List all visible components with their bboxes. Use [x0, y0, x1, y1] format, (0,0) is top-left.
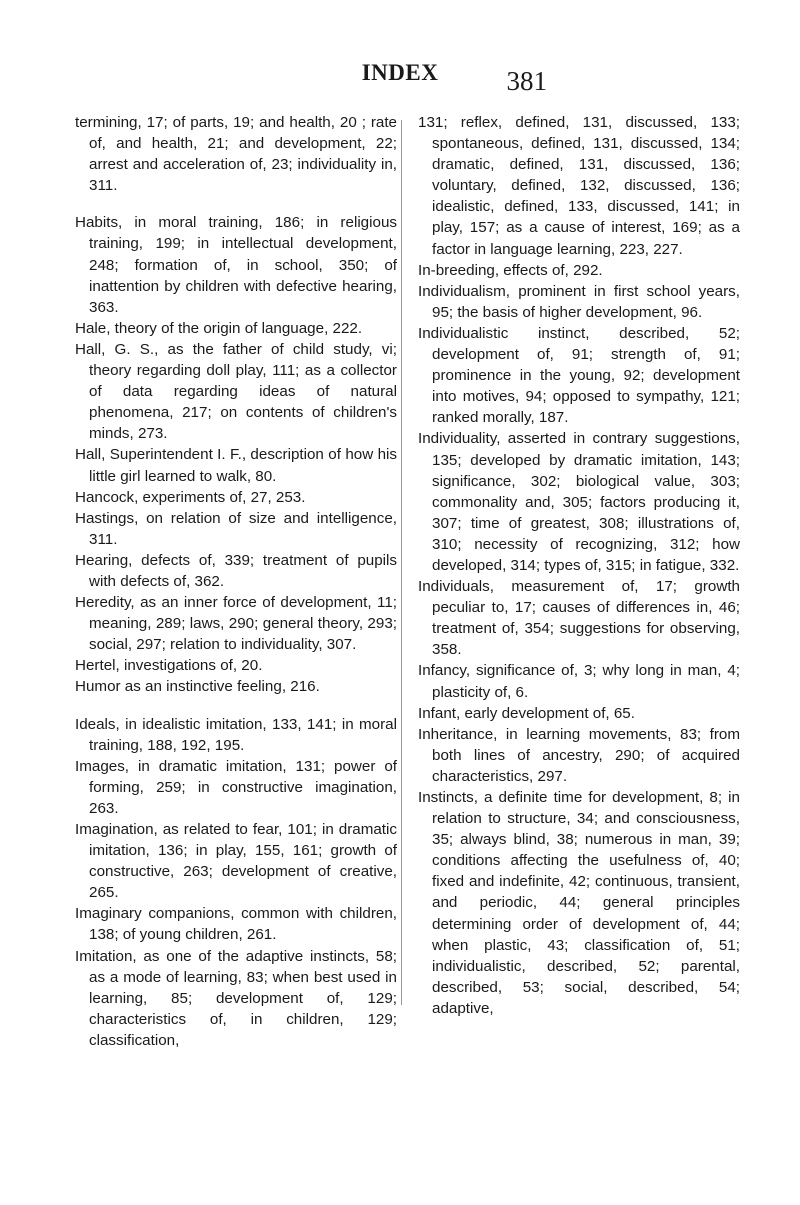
index-entry: Habits, in moral training, 186; in religious training, 199; in intellectual development, 248; formation of, in school, 350; of inattention by children with defective hearing, 363.	[75, 214, 397, 316]
index-entry: Infant, early development of, 65.	[418, 704, 635, 722]
index-entry: Infancy, significance of, 3; why long in man, 4; plasticity of, 6.	[418, 662, 740, 701]
page-number: 381	[506, 66, 547, 96]
index-column-right	[418, 112, 740, 1019]
index-entry: Humor as an instinctive feeling, 216.	[75, 678, 320, 696]
page-header	[0, 58, 800, 98]
index-entry: Individualistic instinct, described, 52; development of, 91; strength of, 91; prominence in the young, 92; development into motives, 94; opposed to sympathy, 121; ranked morally, 187.	[418, 324, 740, 427]
index-entry: In-breeding, effects of, 292.	[418, 261, 603, 279]
index-entry: Imitation, as one of the adaptive instincts, 58; as a mode of learning, 83; when best used in learning, 85; development of, 129; characteristics of, in children, 129; classification,	[75, 947, 397, 1049]
index-entry: Ideals, in idealistic imitation, 133, 141; in moral training, 188, 192, 195.	[75, 715, 397, 754]
index-entry: Imaginary companions, common with children, 138; of young children, 261.	[75, 905, 397, 944]
index-entry: Hastings, on relation of size and intelligence, 311.	[75, 509, 397, 548]
index-entry: Inheritance, in learning movements, 83; from both lines of ancestry, 290; of acquired characteristics, 297.	[418, 725, 740, 785]
index-entry: Hall, Superintendent I. F., description of how his little girl learned to walk, 80.	[75, 446, 397, 485]
index-entry: Individuality, asserted in contrary suggestions, 135; developed by dramatic imitation, 143; significance, 302; biological value, 303; commonality and, 305; factors producing it, 307; time of greatest, 308; illustrations of, 310; necessity of recognizing, 312; how developed, 314; types of, 315; in fatigue, 332.	[418, 430, 740, 574]
index-entry: Individualism, prominent in first school years, 95; the basis of higher development, 96.	[418, 282, 740, 321]
index-column-left	[75, 112, 397, 1051]
index-entry: Individuals, measurement of, 17; growth peculiar to, 17; causes of differences in, 46; treatment of, 354; suggestions for observing, 358.	[418, 578, 740, 659]
index-entry: Hall, G. S., as the father of child study, vi; theory regarding doll play, 111; as a collector of data regarding ideas of natural phenomena, 217; on contents of children's minds, 273.	[75, 340, 397, 443]
running-title: INDEX	[361, 60, 439, 85]
index-entry: Heredity, as an inner force of development, 11; meaning, 289; laws, 290; general theory, 293; social, 297; relation to individuality, 307.	[75, 594, 397, 654]
index-entry: 131; reflex, defined, 131, discussed, 133; spontaneous, defined, 131, discussed, 134; dramatic, defined, 131, discussed, 136; voluntary, defined, 132, discussed, 136; idealistic, defined, 133, discussed, 141; in play, 157; as a cause of interest, 169; as a factor in language learning, 223, 227.	[418, 114, 740, 258]
index-entry: Hearing, defects of, 339; treatment of pupils with defects of, 362.	[75, 551, 397, 590]
index-entry: termining, 17; of parts, 19; and health, 20 ; rate of, and health, 21; and development, 22; arrest and acceleration of, 23; individuality in, 311.	[75, 114, 397, 195]
index-entry: Hertel, investigations of, 20.	[75, 657, 263, 675]
index-entry: Hale, theory of the origin of language, 222.	[75, 319, 363, 337]
column-divider	[401, 120, 402, 1005]
index-entry: Images, in dramatic imitation, 131; power of forming, 259; in constructive imagination, 263.	[75, 757, 397, 817]
index-entry: Imagination, as related to fear, 101; in dramatic imitation, 136; in play, 155, 161; growth of constructive, 263; development of creative, 265.	[75, 821, 397, 902]
index-entry: Instincts, a definite time for development, 8; in relation to structure, 34; and consciousness, 35; always blind, 38; numerous in man, 39; conditions affecting the usefulness of, 40; fixed and indefinite, 42; continuous, transient, and periodic, 44; general principles determining order of development of, 44; when plastic, 43; classification of, 51; individualistic, described, 52; parental, described, 53; social, described, 54; adaptive,	[418, 789, 740, 1017]
index-entry: Hancock, experiments of, 27, 253.	[75, 488, 306, 506]
